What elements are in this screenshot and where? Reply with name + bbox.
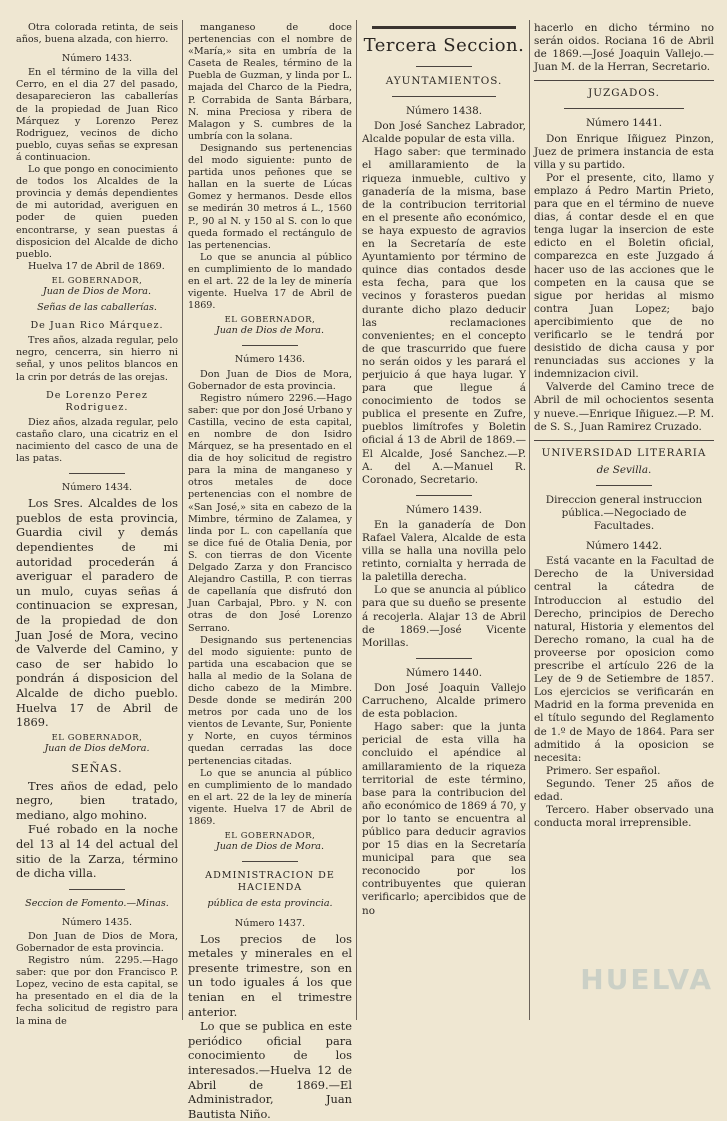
signature-name: Juan de Dios de Mora.	[42, 285, 152, 297]
notice-number: Número 1442.	[585, 540, 663, 553]
signature-title: EL GOBERNADOR,	[51, 274, 143, 285]
paragraph: Los precios de los metales y minerales en el presente trimestre, son en un todo iguales á los que tenian en el trimestre anterior.	[188, 931, 352, 1019]
paragraph: En la ganadería de Don Rafael Valera, Alcalde de esta villa se halla una novilla pelo retinto, cornialta y herrada de la paletilla derecha.	[362, 518, 526, 584]
paragraph: manganeso de doce pertenencias con el nombre de «María,» sita en umbría de la Caseta de Reales, término de la Puebla de Guzman, y linda por L. majada del Charco de la Piedra, P. Corrabida de Santa Bárbara, N. mina Preciosa y ribera de Malagon y S. cumbres de la umbría con la solana.	[188, 22, 352, 142]
paragraph: Segundo. Tener 25 años de edad.	[534, 777, 714, 803]
paragraph: Don José Sanchez Labrador, Alcalde popular de esta villa.	[362, 120, 526, 146]
signature-title: EL GOBERNADOR,	[51, 731, 143, 742]
notice-number: Número 1441.	[585, 117, 663, 130]
section-heading: SEÑAS.	[71, 760, 123, 775]
subheading: de Sevilla.	[596, 463, 652, 476]
section-heading: AYUNTAMIENTOS.	[385, 75, 503, 87]
paragraph: Designando sus pertenencias del modo siguiente: punto de partida unos peñones que se hallan en la suerte de Lúcas Gomez y hermanos. Desde ellos se medirán 30 metros á L., 1560 P., 90 al N. y 150 al S. con lo que queda formado el rectángulo de las pertenencias.	[188, 142, 352, 251]
column-rule	[182, 20, 183, 1020]
section-heading: De Juan Rico Márquez.	[30, 320, 164, 332]
paragraph: Hago saber: que terminado el amillaramiento de la riqueza inmueble, cultivo y ganadería de la misma, base de la contribucion territorial en el presente año económico, se haya expuesto de agravios en la Secretaría de este Ayuntamiento por término de quince dias contados desde esta fecha, para que los vecinos y forasteros puedan durante dicho plazo deducir las reclamaciones convenientes; en el concepto de que trascurrido que fuere no serán oidos y les parará el perjuicio á que haya lugar. Y para que llegue á conocimiento de todos se publica el presente en Zufre, pueblos limítrofes y Boletin oficial á 13 de Abril de 1869.—El Alcalde, José Sanchez.—P. A. del A.—Manuel R. Coronado, Secretario.	[362, 146, 526, 486]
column-3	[362, 22, 526, 1017]
divider	[534, 440, 714, 441]
section-heading: UNIVERSIDAD LITERARIA	[541, 446, 707, 459]
column-rule	[529, 20, 530, 1020]
section-title: Tercera Seccion.	[363, 35, 525, 56]
column-1	[16, 22, 178, 1027]
paragraph: Don Juan de Dios de Mora, Gobernador de esta provincia.	[188, 368, 352, 392]
paragraph: Hago saber: que la junta pericial de esta villa ha concluido el apéndice al amillaramiento de la riqueza territorial de este término, base para la contribucion del año económico de 1869 á 70, y por lo tanto se encuentra al público para deducir agravios por 15 dias en la Secretaría municipal para que sea reconocido por los contribuyentes que quieran verificarlo; apercibidos que de no	[362, 721, 526, 917]
divider	[564, 108, 684, 109]
notice-number: Número 1440.	[405, 666, 483, 679]
notice-number: Número 1438.	[405, 105, 483, 118]
paragraph: Diez años, alzada regular, pelo castaño claro, una cicatriz en el nacimiento del casco de una de las patas.	[16, 416, 178, 465]
divider	[242, 345, 298, 346]
signature-title: EL GOBERNADOR,	[224, 830, 316, 841]
signature-name: Juan de Dios deMora.	[44, 742, 150, 754]
paragraph: hacerlo en dicho término no serán oidos. Rociana 16 de Abril de 1869.—José Joaquin Vallejo.—Juan M. de la Herran, Secretario.	[534, 22, 714, 74]
notice-number: Número 1435.	[61, 916, 133, 928]
paragraph: Lo que se anuncia al público para que su dueño se presente á recojerla. Alajar 13 de Abril de 1869.—José Vicente Morillas.	[362, 584, 526, 649]
paragraph: Fué robado en la noche del 13 al 14 del actual del sitio de la Zarza, término de dicha villa.	[16, 822, 178, 881]
paragraph: Designando sus pertenencias del modo siguiente: punto de partida una escabacion que se halla al medio de la Solana de dicho cabezo de la Mimbre. Desde donde se medirán 200 metros por cada uno de los vientos de Levante, Sur, Poniente y Norte, en cuyos términos quedan cerradas las doce pertenencias citadas.	[188, 634, 352, 767]
column-2	[188, 22, 352, 1121]
paragraph: Lo que se anuncia al público en cumplimiento de lo mandado en el art. 22 de la ley de minería vigente. Huelva 17 de Abril de 1869.	[188, 767, 352, 827]
paragraph: Tres años, alzada regular, pelo negro, cencerra, sin hierro ni señal, y unos pelitos blancos en la crin por detrás de las orejas.	[16, 335, 178, 383]
divider	[416, 66, 472, 67]
paragraph: Don Enrique Iñiguez Pinzon, Juez de primera instancia de esta villa y su partido.	[534, 132, 714, 171]
paragraph: Don José Joaquin Vallejo Carrucheno, Alcalde primero de esta poblacion.	[362, 681, 526, 721]
paragraph: Lo que pongo en conocimiento de todos los Alcaldes de la provincia y demás dependientes de mi autoridad, averiguen en poder de quien pueden encontrarse, y sean puestas á disposicion del Alcalde de dicho pueblo.	[16, 164, 178, 260]
notice-number: Número 1437.	[234, 917, 306, 929]
notice-number: Número 1439.	[405, 503, 483, 516]
notice-number: Número 1433.	[61, 53, 133, 65]
divider	[416, 658, 472, 659]
archive-watermark: HUELVA	[580, 963, 713, 996]
notice-number: Número 1434.	[61, 482, 133, 494]
paragraph: Los Sres. Alcaldes de los pueblos de esta provincia, Guardia civil y demás dependientes de mi autoridad procederán á averiguar el paradero de un mulo, cuyas señas á continuacion se expresan, de la propiedad de don Juan José de Mora, vecino de Valverde del Camino, y caso de ser habido lo pondrán á disposicion del Alcalde de dicho pueblo. Huelva 17 de Abril de 1869.	[16, 496, 178, 730]
column-4	[534, 22, 714, 1017]
paragraph: Otra colorada retinta, de seis años, buena alzada, con hierro.	[16, 22, 178, 46]
signature-name: Juan de Dios de Mora.	[215, 841, 325, 853]
paragraph: Registro núm. 2295.—Hago saber: que por don Francisco P. Lopez, vecino de esta capital, se ha presentado en el dia de la fecha solicitud de registro para la mina de	[16, 955, 178, 1027]
divider	[242, 861, 298, 862]
section-heading: Direccion general instruccion pública.—Negociado de Facultades.	[545, 493, 703, 533]
section-heading: De Lorenzo Perez Rodriguez.	[46, 389, 148, 413]
notice-number: Número 1436.	[234, 354, 306, 366]
subheading: Señas de las caballerías.	[37, 302, 157, 314]
paragraph: En el término de la villa del Cerro, en el dia 27 del pasado, desaparecieron las caballerías de la propiedad de Juan Rico Márquez y Lorenzo Perez Rodriguez, vecinos de dicho pueblo, cuyas señas se expresan á continuacion.	[16, 67, 178, 163]
divider	[392, 96, 496, 97]
paragraph: Lo que se publica en este periódico oficial para conocimiento de los interesados.—Huelva 12 de Abril de 1869.—El Administrador, Juan Bautista Niño.	[188, 1019, 352, 1121]
paragraph: Está vacante en la Facultad de Derecho de la Universidad central la cátedra de Introduccion al estudio del Derecho, principios de Derecho natural, Historia y elementos del Derecho romano, la cual ha de proveerse por oposicion como prescribe el artículo 226 de la Ley de 9 de Setiembre de 1857. Los ejercicios se verificarán en Madrid en la forma prevenida en el título segundo del Reglamento de 1.º de Mayo de 1864. Para ser admitido á la oposicion se necesita:	[534, 555, 714, 764]
signature-title: EL GOBERNADOR,	[224, 314, 316, 325]
subheading: pública de esta provincia.	[207, 898, 333, 910]
divider	[372, 26, 516, 29]
divider	[534, 80, 714, 81]
divider	[69, 889, 125, 890]
divider	[596, 485, 652, 486]
paragraph: Huelva 17 de Abril de 1869.	[28, 260, 165, 272]
paragraph: Valverde del Camino trece de Abril de mil ochocientos sesenta y nueve.—Enrique Iñiguez.—P. M. de S. S., Juan Ramirez Cruzado.	[534, 381, 714, 433]
divider	[69, 473, 125, 474]
section-heading: ADMINISTRACION DE HACIENDA	[205, 870, 335, 894]
paragraph: Primero. Ser español.	[546, 764, 661, 777]
column-rule	[356, 20, 357, 1020]
paragraph: Lo que se anuncia al público en cumplimiento de lo mandado en el art. 22 de la ley de minería vigente. Huelva 17 de Abril de 1869.	[188, 251, 352, 312]
paragraph: Don Juan de Dios de Mora, Gobernador de esta provincia.	[16, 930, 178, 954]
paragraph: Por el presente, cito, llamo y emplazo á Pedro Martin Prieto, para que en el término de nueve dias, á contar desde el en que tenga lugar la insercion de este edicto en el Boletin oficial, comparezca en este Juzgado á hacer uso de las acciones que le competen en la causa que se sigue por heridas al mismo contra Juan Lopez; bajo apercibimiento que de no verificarlo se le tendrá por desistido de dicha causa y por renunciadas sus acciones y la indemnizacion civil.	[534, 171, 714, 381]
subheading: Seccion de Fomento.—Minas.	[25, 897, 169, 909]
paragraph: Registro número 2296.—Hago saber: que por don José Urbano y Castilla, vecino de esta capital, en nombre de don Isidro Márquez, se ha presentado en el dia de hoy solicitud de registro para la mina de manganeso y otros metales de doce pertenencias con el nombre de «San José,» sita en cabezo de la Mimbre, término de Zalamea, y linda por L. con capellanía que se dice fué de Otalia Denia, por S. con tierras de don Vicente Delgado Zarza y don Francisco Alejandro Castilla, P. con tierras de capellanía que disfrutó don Juan Carbajal, Pbro. y N. con otras de don José Lorenzo Serrano.	[188, 392, 352, 634]
section-heading: JUZGADOS.	[588, 87, 660, 100]
signature-name: Juan de Dios de Mora.	[215, 325, 325, 337]
divider	[416, 495, 472, 496]
paragraph: Tres años de edad, pelo negro, bien tratado, mediano, algo mohino.	[16, 778, 178, 822]
paragraph: Tercero. Haber observado una conducta moral irreprensible.	[534, 804, 714, 830]
